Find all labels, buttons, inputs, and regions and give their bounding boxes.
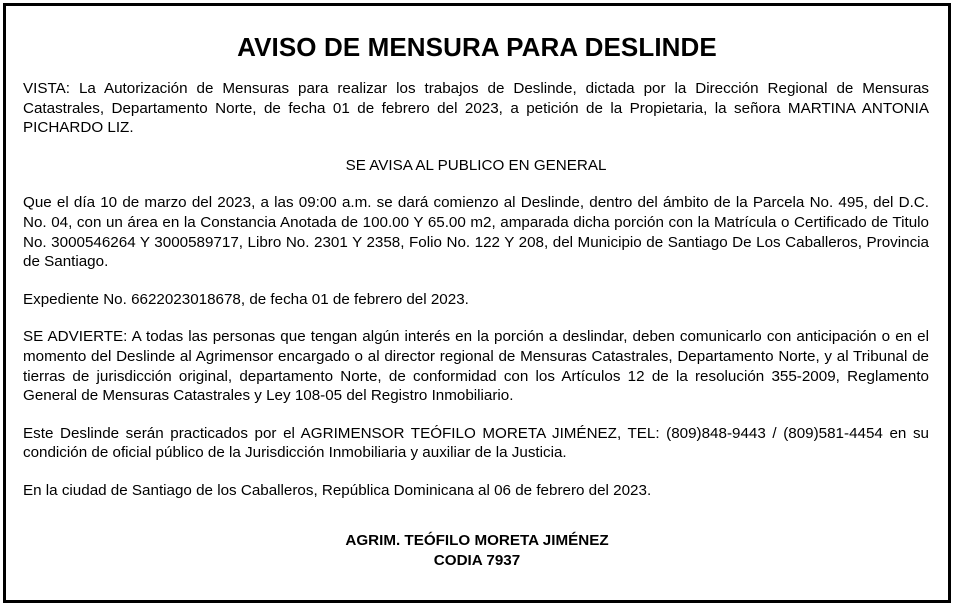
agrimensor-paragraph: Este Deslinde serán practicados por el AGRIMENSOR TEÓFILO MORETA JIMÉNEZ, TEL: (809)848-9443 / (809)581-4454 en su condición de oficial público de la Jurisdicción Inmobiliaria y auxiliar de la Justicia. <box>23 424 929 462</box>
signature-block <box>6 531 948 570</box>
notice-frame <box>3 3 951 603</box>
notice-title: AVISO DE MENSURA PARA DESLINDE <box>237 32 717 62</box>
advertencia-paragraph: SE ADVIERTE: A todas las personas que tengan algún interés en la porción a deslindar, deben comunicarlo con anticipación o en el momento del Deslinde al Agrimensor encargado o al director regional de Mensuras Catastrales, Departamento Norte, y al Tribunal de tierras de jurisdicción original, departamento Norte, de conformidad con los Artículos 12 de la resolución 355-2009, Reglamento General de Mensuras Catastrales y Ley 108-05 del Registro Inmobiliario. <box>23 328 929 405</box>
vista-paragraph: VISTA: La Autorización de Mensuras para realizar los trabajos de Deslinde, dictada por la Dirección Regional de Mensuras Catastrales, Departamento Norte, de fecha 01 de febrero del 2023, a petición de la Propietaria, la señora MARTINA ANTONIA PICHARDO LIZ. <box>23 80 929 137</box>
place-date-paragraph: En la ciudad de Santiago de los Caballeros, República Dominicana al 06 de febrero del 2023. <box>23 481 652 499</box>
notice-body <box>23 79 929 519</box>
signature-name: AGRIM. TEÓFILO MORETA JIMÉNEZ <box>345 532 609 549</box>
expediente-paragraph: Expediente No. 6622023018678, de fecha 01 de febrero del 2023. <box>23 290 469 308</box>
public-notice-heading: SE AVISA AL PUBLICO EN GENERAL <box>345 156 607 174</box>
signature-codia: CODIA 7937 <box>433 551 521 569</box>
deslinde-details-paragraph: Que el día 10 de marzo del 2023, a las 09:00 a.m. se dará comienzo al Deslinde, dentro del ámbito de la Parcela No. 495, del D.C. No. 04, con un área en la Constancia Anotada de 100.00 Y 65.00 m2, amparada dicha porción con la Matrícula o Certificado de Titulo No. 3000546264 Y 3000589717, Libro No. 2301 Y 2358, Folio No. 122 Y 208, del Municipio de Santiago De Los Caballeros, Provincia de Santiago. <box>23 194 929 271</box>
